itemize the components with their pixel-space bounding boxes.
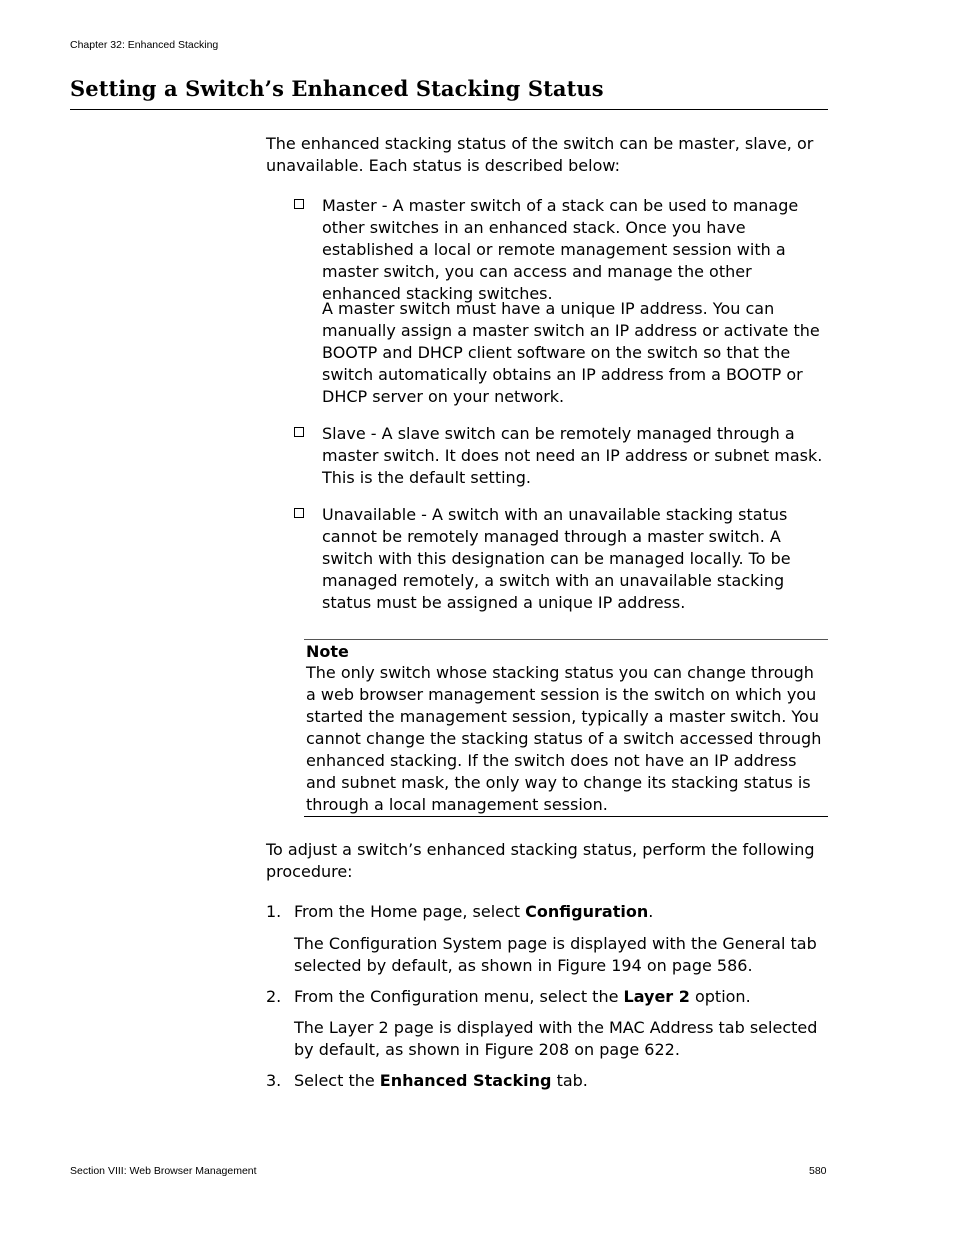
step-1-bold: Configuration [525,902,649,921]
section-title: Setting a Switch’s Enhanced Stacking Status [70,76,604,101]
step-number: 2. [266,987,282,1006]
step-2-bold: Layer 2 [623,987,690,1006]
title-rule [70,109,828,110]
bullet-unavailable-text: Unavailable - A switch with an unavailable stacking status cannot be remotely managed through a master switch. A switch with this designation can be managed locally. To be managed remotely, a switch with an unavailable stacking status must be assigned a unique IP address. [322,505,791,612]
step-3-text: Select the Enhanced Stacking tab. [294,1071,588,1090]
running-header: Chapter 32: Enhanced Stacking [70,39,219,51]
bullet-slave-text: Slave - A slave switch can be remotely managed through a master switch. It does not need an IP address or subnet mask. This is the default setting. [322,424,823,487]
step-3-bold: Enhanced Stacking [379,1071,552,1090]
step-2-detail: The Layer 2 page is displayed with the MAC Address tab selected by default, as shown in Figure 208 on page 622. [294,1018,818,1059]
note-title: Note [306,642,349,661]
note-body: The only switch whose stacking status you can change through a web browser management session is the switch on which you started the management session, typically a master switch. You cannot change the stacking status of a switch accessed through enhanced stacking. If the switch does not have an IP address and subnet mask, the only way to change its stacking status is through a local management session. [306,663,822,814]
step-number: 3. [266,1071,282,1090]
checkbox-bullet-icon [294,427,304,437]
procedure-intro: To adjust a switch’s enhanced stacking status, perform the following procedure: [266,840,815,881]
step-1-text: From the Home page, select Configuration. [294,902,654,921]
page-number: 580 [809,1165,827,1177]
note-box [304,639,828,817]
bullet-master-text: Master - A master switch of a stack can be used to manage other switches in an enhanced stack. Once you have established a local or remote management session with a master switch, you can access and manage the other enhanced stacking switches. [322,196,799,303]
checkbox-bullet-icon [294,508,304,518]
step-1-detail: The Configuration System page is displayed with the General tab selected by default, as shown in Figure 194 on page 586. [294,934,817,975]
footer-section: Section VIII: Web Browser Management [70,1165,257,1177]
checkbox-bullet-icon [294,199,304,209]
step-2-text: From the Configuration menu, select the Layer 2 option. [294,987,751,1006]
master-extra-paragraph: A master switch must have a unique IP address. You can manually assign a master switch an IP address or activate the BOOTP and DHCP client software on the switch so that the switch automatically obtains an IP address from a BOOTP or DHCP server on your network. [322,299,820,406]
intro-paragraph: The enhanced stacking status of the switch can be master, slave, or unavailable. Each status is described below: [266,134,814,175]
step-number: 1. [266,902,282,921]
